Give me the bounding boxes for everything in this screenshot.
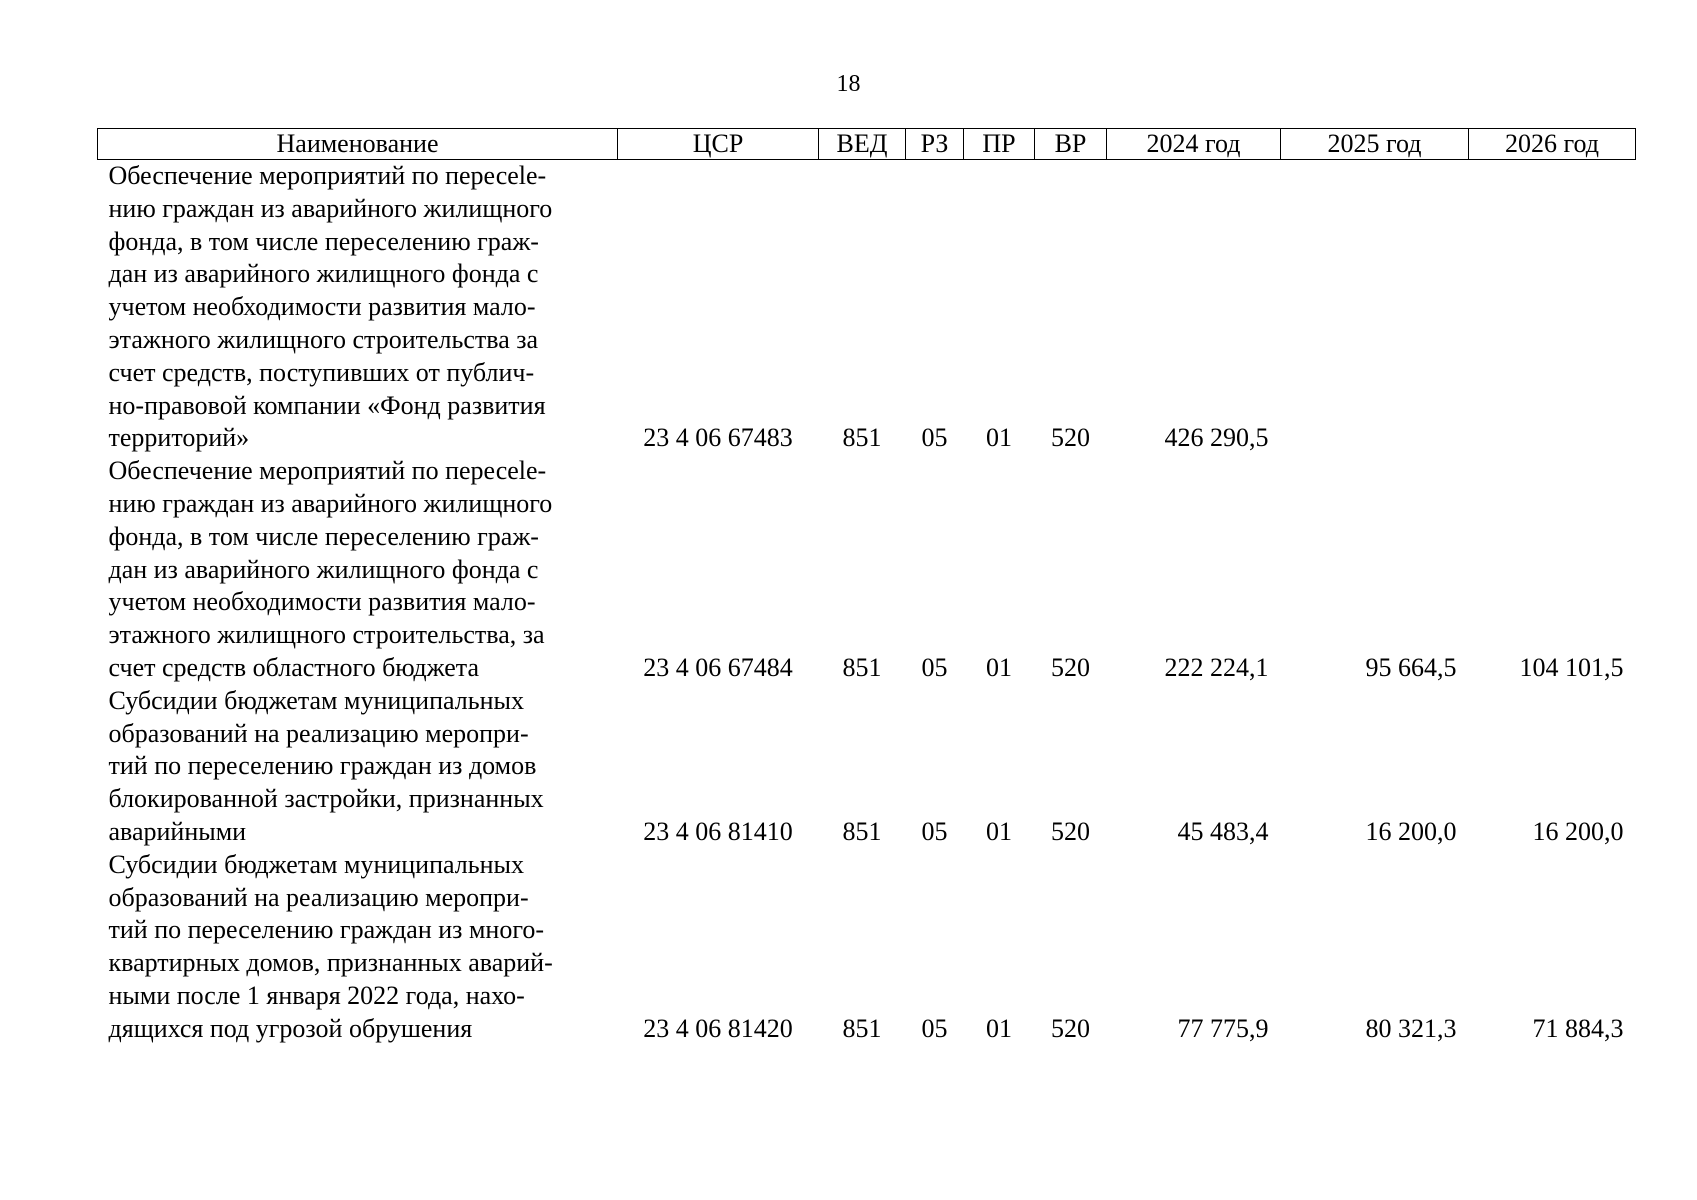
cell-pr: 01 — [986, 816, 1012, 846]
cell-rz: 05 — [921, 423, 948, 453]
name-line: дан из аварийного жилищного фонда с — [108, 259, 539, 289]
cell-2026: 16 200,0 — [1532, 816, 1624, 846]
header-2025: 2025 год — [1281, 129, 1469, 160]
table-row — [98, 455, 1636, 685]
cell-2026: 104 101,5 — [1519, 652, 1624, 682]
cell-csr: 23 4 06 81420 — [643, 1013, 793, 1043]
cell-2024: 77 775,9 — [1177, 1013, 1269, 1043]
cell-vr: 520 — [1051, 816, 1090, 846]
name-line: учетом необходимости развития мало- — [108, 587, 536, 617]
cell-pr: 01 — [986, 652, 1012, 682]
cell-2025: 80 321,3 — [1365, 1013, 1457, 1043]
table-row — [98, 160, 1636, 456]
name-line: образований на реализацию меропри- — [108, 718, 529, 748]
row-name — [98, 849, 618, 1046]
header-vr: ВР — [1035, 129, 1107, 160]
budget-table — [97, 128, 1636, 1046]
header-csr: ЦСР — [618, 129, 819, 160]
page-number: 18 — [836, 71, 861, 97]
name-line: аварийными — [108, 816, 247, 846]
row-name — [98, 685, 618, 849]
name-line: Обеспечение мероприятий по пересele- — [108, 161, 547, 190]
cell-2025: 16 200,0 — [1365, 816, 1457, 846]
header-ved: ВЕД — [819, 129, 906, 160]
name-line: учетом необходимости развития мало- — [108, 292, 536, 322]
name-line: тий по переселению граждан из домов — [108, 751, 537, 781]
name-line: ными после 1 января 2022 года, нахо- — [108, 980, 525, 1010]
header-name: Наименование — [98, 129, 618, 160]
name-line: этажного жилищного строительства, за — [108, 620, 545, 650]
name-line: фонда, в том числе переселению граж- — [108, 521, 539, 551]
cell-pr: 01 — [986, 423, 1012, 453]
cell-ved: 851 — [842, 423, 882, 453]
cell-ved: 851 — [842, 1013, 882, 1043]
header-pr: ПР — [964, 129, 1035, 160]
name-line: счет средств, поступивших от публич- — [108, 357, 535, 387]
cell-ved: 851 — [842, 816, 882, 846]
cell-2025: 95 664,5 — [1365, 652, 1457, 682]
name-line: дящихся под угрозой обрушения — [108, 1013, 473, 1043]
name-line: фонда, в том числе переселению граж- — [108, 226, 539, 256]
name-line: этажного жилищного строительства за — [108, 324, 539, 354]
cell-2024: 45 483,4 — [1177, 816, 1269, 846]
row-name — [98, 160, 618, 456]
cell-vr: 520 — [1051, 652, 1090, 682]
name-line: образований на реализацию меропри- — [108, 882, 529, 912]
cell-rz: 05 — [921, 816, 948, 846]
name-line: нию граждан из аварийного жилищного — [108, 488, 553, 518]
cell-pr: 01 — [986, 1013, 1012, 1043]
header-rz: РЗ — [906, 129, 964, 160]
name-line: тий по переселению граждан из много- — [108, 915, 544, 945]
name-line: Обеспечение мероприятий по пересele- — [108, 456, 547, 486]
name-line: но-правовой компании «Фонд развития — [108, 390, 546, 420]
name-line: Субсидии бюджетам муниципальных — [108, 849, 524, 879]
cell-vr: 520 — [1051, 1013, 1090, 1043]
table-row — [98, 685, 1636, 849]
header-2026: 2026 год — [1469, 129, 1636, 160]
cell-2024: 426 290,5 — [1164, 423, 1269, 453]
name-line: Субсидии бюджетам муниципальных — [108, 685, 524, 715]
name-line: счет средств областного бюджета — [108, 652, 480, 682]
name-line: блокированной застройки, признанных — [108, 784, 544, 814]
table-header-row — [98, 129, 1636, 160]
row-name — [98, 455, 618, 685]
cell-vr: 520 — [1051, 423, 1090, 453]
cell-2024: 222 224,1 — [1164, 652, 1269, 682]
cell-ved: 851 — [842, 652, 882, 682]
cell-rz: 05 — [921, 652, 948, 682]
cell-2026 — [1469, 160, 1636, 456]
header-2024: 2024 год — [1107, 129, 1281, 160]
cell-csr: 23 4 06 67484 — [643, 652, 793, 682]
cell-csr: 23 4 06 67483 — [643, 423, 793, 453]
name-line: дан из аварийного жилищного фонда с — [108, 554, 539, 584]
cell-csr: 23 4 06 81410 — [643, 816, 793, 846]
name-line: квартирных домов, признанных аварий- — [108, 948, 553, 978]
name-line: нию граждан из аварийного жилищного — [108, 193, 553, 223]
name-line: территорий» — [108, 423, 250, 453]
cell-rz: 05 — [921, 1013, 948, 1043]
table-row — [98, 849, 1636, 1046]
cell-2025 — [1281, 160, 1469, 456]
cell-2026: 71 884,3 — [1532, 1013, 1624, 1043]
